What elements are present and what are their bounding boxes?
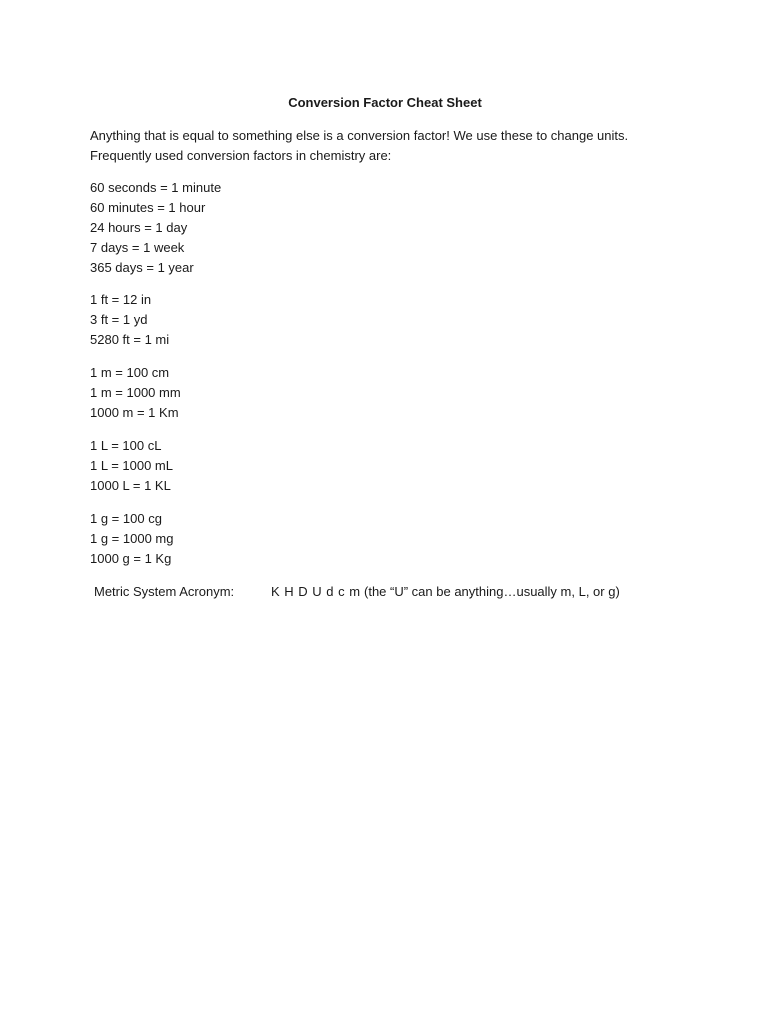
page-title: Conversion Factor Cheat Sheet bbox=[288, 95, 482, 110]
conversion-line: 60 minutes = 1 hour bbox=[90, 200, 206, 215]
conversion-line: 365 days = 1 year bbox=[90, 260, 194, 275]
conversion-line: 7 days = 1 week bbox=[90, 240, 185, 255]
time-conversions bbox=[90, 178, 221, 278]
metric-length-conversions bbox=[90, 363, 181, 423]
conversion-line: 1000 m = 1 Km bbox=[90, 405, 179, 420]
conversion-line: 1 g = 100 cg bbox=[90, 511, 162, 526]
conversion-line: 5280 ft = 1 mi bbox=[90, 332, 170, 347]
conversion-line: 1 ft = 12 in bbox=[90, 292, 152, 307]
imperial-length-conversions bbox=[90, 290, 169, 350]
conversion-line: 1000 g = 1 Kg bbox=[90, 551, 172, 566]
conversion-line: 1 L = 1000 mL bbox=[90, 458, 173, 473]
conversion-line: 1 m = 1000 mm bbox=[90, 385, 181, 400]
conversion-line: 1 m = 100 cm bbox=[90, 365, 170, 380]
acronym-note: (the “U” can be anything…usually m, L, or g) bbox=[364, 584, 620, 599]
acronym-letters: K H D U d c m bbox=[271, 584, 361, 599]
conversion-line: 60 seconds = 1 minute bbox=[90, 180, 222, 195]
mass-conversions bbox=[90, 509, 173, 569]
intro-line: Anything that is equal to something else is a conversion factor! We use these to change units. bbox=[90, 128, 629, 143]
volume-conversions bbox=[90, 436, 173, 496]
acronym-label: Metric System Acronym: bbox=[94, 584, 235, 599]
intro-line: Frequently used conversion factors in chemistry are: bbox=[90, 148, 392, 163]
conversion-line: 3 ft = 1 yd bbox=[90, 312, 148, 327]
conversion-line: 1 L = 100 cL bbox=[90, 438, 162, 453]
conversion-line: 1 g = 1000 mg bbox=[90, 531, 174, 546]
conversion-line: 1000 L = 1 KL bbox=[90, 478, 171, 493]
conversion-line: 24 hours = 1 day bbox=[90, 220, 188, 235]
intro-paragraph bbox=[90, 126, 710, 166]
